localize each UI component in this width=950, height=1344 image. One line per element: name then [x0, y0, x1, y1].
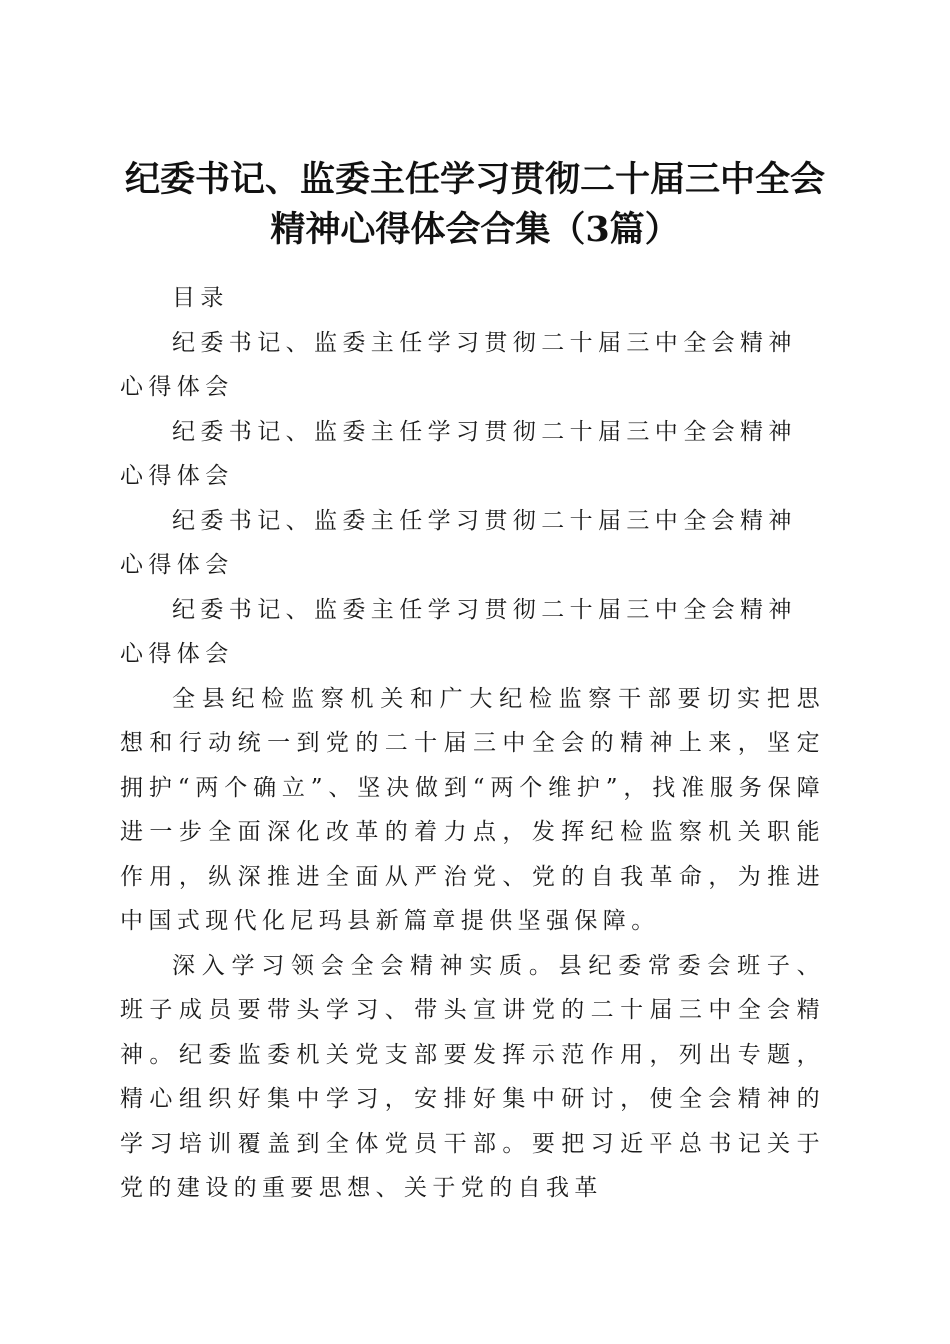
- toc-entry-2: 纪委书记、监委主任学习贯彻二十届三中全会精神心得体会: [120, 418, 797, 489]
- toc-entry-3: 纪委书记、监委主任学习贯彻二十届三中全会精神心得体会: [120, 507, 797, 578]
- toc-heading: 目录: [172, 285, 229, 311]
- title-line-1: 纪委书记、监委主任学习贯彻二十届三中全会: [124, 159, 825, 201]
- body-paragraph-1: 全县纪检监察机关和广大纪检监察干部要切实把思想和行动统一到党的二十届三中全会的精神上来，坚定拥护“两个确立”、坚决做到“两个维护”，找准服务保障进一步全面深化改革的着力点，发挥纪检监察机关职能作用，纵深推进全面从严治党、党的自我革命，为推进中国式现代化尼玛县新篇章提供坚强保障。: [120, 685, 825, 934]
- document-body: [120, 276, 825, 1211]
- toc-entry-4: 纪委书记、监委主任学习贯彻二十届三中全会精神心得体会: [120, 596, 797, 667]
- title-line-2: 精神心得体会合集（3篇）: [270, 209, 680, 251]
- toc-entry-1: 纪委书记、监委主任学习贯彻二十届三中全会精神心得体会: [120, 329, 797, 400]
- body-paragraph-2: 深入学习领会全会精神实质。县纪委常委会班子、班子成员要带头学习、带头宣讲党的二十届三中全会精神。纪委监委机关党支部要发挥示范作用，列出专题，精心组织好集中学习，安排好集中研讨，使全会精神的学习培训覆盖到全体党员干部。要把习近平总书记关于党的建设的重要思想、关于党的自我革: [120, 952, 825, 1201]
- document-title: [100, 155, 850, 255]
